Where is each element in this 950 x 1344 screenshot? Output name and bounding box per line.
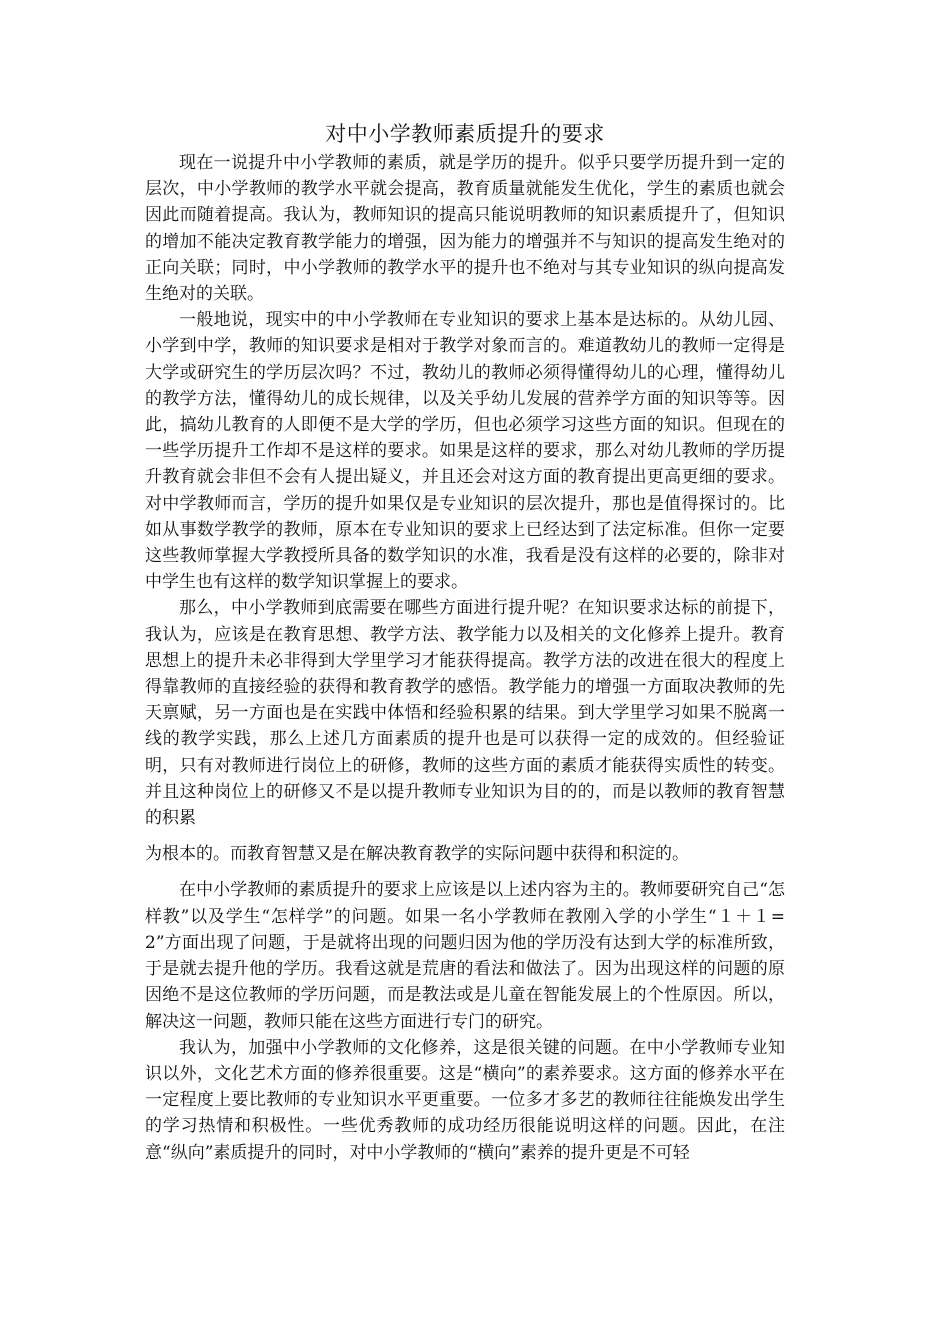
- paragraph-5: 我认为，加强中小学教师的文化修养，这是很关键的问题。在中小学教师专业知识以外，文化艺术方面的修养很重要。这是“横向”的素养要求。这方面的修养水平在一定程度上要比教师的专业知识水平更重要。一位多才多艺的教师往往能焕发出学生的学习热情和积极性。一些优秀教师的成功经历很能说明这样的问题。因此，在注意“纵向”素质提升的同时，对中小学教师的“横向”素养的提升更是不可轻: [145, 1037, 785, 1163]
- document-body: [145, 118, 785, 1166]
- paragraph-3-continuation: 为根本的。而教育智慧又是在解决教育教学的实际问题中获得和积淀的。: [145, 844, 689, 865]
- document-title: 对中小学教师素质提升的要求: [325, 122, 605, 146]
- paragraph-2: 一般地说，现实中的中小学教师在专业知识的要求上基本是达标的。从幼儿园、小学到中学，教师的知识要求是相对于教学对象而言的。难道教幼儿的教师一定得是大学或研究生的学历层次吗？不过，教幼儿的教师必须得懂得幼儿的心理，懂得幼儿的教学方法，懂得幼儿的成长规律，以及关乎幼儿发展的营养学方面的知识等等。因此，搞幼儿教育的人即便不是大学的学历，但也必须学习这些方面的知识。但现在的一些学历提升工作却不是这样的要求。如果是这样的要求，那么对幼儿教师的学历提升教育就会非但不会有人提出疑义，并且还会对这方面的教育提出更高更细的要求。对中学教师而言，学历的提升如果仅是专业知识的层次提升，那也是值得探讨的。比如从事数学教学的教师，原本在专业知识的要求上已经达到了法定标准。但你一定要这些教师掌握大学教授所具备的数学知识的水准，我看是没有这样的必要的，除非对中学生也有这样的数学知识掌握上的要求。: [145, 310, 785, 593]
- paragraph-1: 现在一说提升中小学教师的素质，就是学历的提升。似乎只要学历提升到一定的层次，中小学教师的教学水平就会提高，教育质量就能发生优化，学生的素质也就会因此而随着提高。我认为，教师知识的提高只能说明教师的知识素质提升了，但知识的增加不能决定教育教学能力的增强，因为能力的增强并不与知识的提高发生绝对的正向关联；同时，中小学教师的教学水平的提升也不绝对与其专业知识的纵向提高发生绝对的关联。: [145, 153, 785, 305]
- paragraph-3: 那么，中小学教师到底需要在哪些方面进行提升呢？在知识要求达标的前提下，我认为，应该是在教育思想、教学方法、教学能力以及相关的文化修养上提升。教育思想上的提升未必非得到大学里学习才能获得提高。教学方法的改进在很大的程度上得靠教师的直接经验的获得和教育教学的感悟。教学能力的增强一方面取决教师的先天禀赋，另一方面也是在实践中体悟和经验积累的结果。到大学里学习如果不脱离一线的教学实践，那么上述几方面素质的提升也是可以获得一定的成效的。但经验证明，只有对教师进行岗位上的研修，教师的这些方面的素质才能获得实质性的转变。并且这种岗位上的研修又不是以提升教师专业知识为目的的，而是以教师的教育智慧的积累: [145, 598, 785, 829]
- paragraph-4: 在中小学教师的素质提升的要求上应该是以上述内容为主的。教师要研究自己“怎样教”以及学生“怎样学”的问题。如果一名小学教师在教刚入学的小学生“１＋１=2”方面出现了问题，于是就将出现的问题归因为他的学历没有达到大学的标准所致，于是就去提升他的学历。我看这就是荒唐的看法和做法了。因为出现这样的问题的原因绝不是这位教师的学历问题，而是教法或是儿童在智能发展上的个性原因。所以，解决这一问题，教师只能在这些方面进行专门的研究。: [145, 880, 785, 1032]
